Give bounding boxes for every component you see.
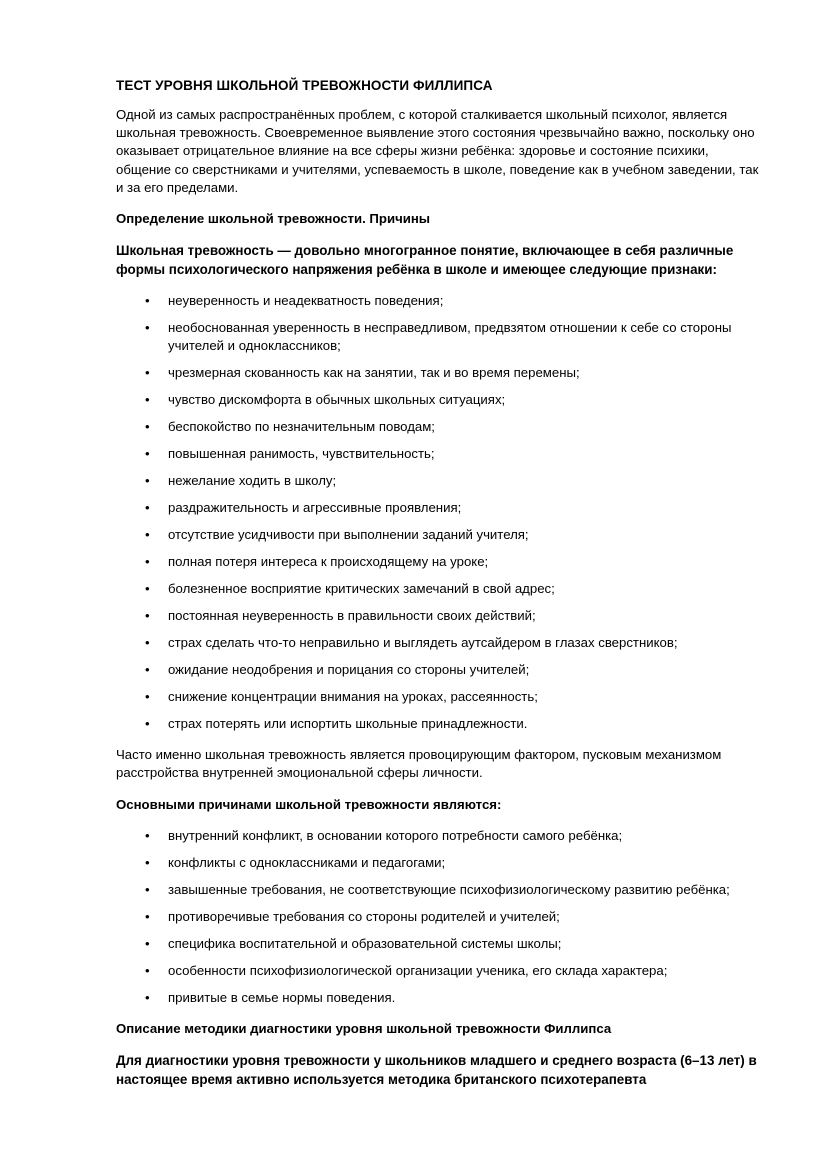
- list-item: [116, 634, 766, 652]
- bullet-icon: •: [145, 500, 150, 516]
- list-item-text: внутренний конфликт, в основании которого потребности самого ребёнка;: [168, 827, 623, 843]
- section-lead-definition: Школьная тревожность — довольно многогранное понятие, включающее в себя различные формы психологического напряжения ребёнка в школе и имеющее следующие признаки:: [116, 243, 734, 278]
- list-item-text: отсутствие усидчивости при выполнении заданий учителя;: [168, 527, 529, 543]
- section-heading-definition: Определение школьной тревожности. Причины: [116, 211, 431, 227]
- causes-list: [116, 827, 766, 1007]
- list-item-text: особенности психофизиологической организации ученика, его склада характера;: [168, 962, 668, 978]
- bullet-icon: •: [145, 989, 150, 1005]
- list-item: [116, 908, 766, 926]
- list-item-text: конфликты с одноклассниками и педагогами;: [168, 854, 446, 870]
- bullet-icon: •: [145, 689, 150, 705]
- list-item-text: чувство дискомфорта в обычных школьных ситуациях;: [168, 392, 506, 408]
- document-body: [116, 78, 766, 1089]
- list-item-text: чрезмерная скованность как на занятии, так и во время перемены;: [168, 365, 580, 381]
- list-item: [116, 445, 766, 463]
- list-item-text: завышенные требования, не соответствующие психофизиологическому развитию ребёнка;: [168, 881, 730, 897]
- bullet-icon: •: [145, 827, 150, 843]
- bullet-icon: •: [145, 854, 150, 870]
- bullet-icon: •: [145, 554, 150, 570]
- list-item-text: болезненное восприятие критических замечаний в свой адрес;: [168, 581, 555, 597]
- after-signs-paragraph: Часто именно школьная тревожность является провоцирующим фактором, пусковым механизмом расстройства внутренней эмоциональной сферы личности.: [116, 747, 722, 781]
- bullet-icon: •: [145, 881, 150, 897]
- list-item: [116, 688, 766, 706]
- section-heading-method: Описание методики диагностики уровня школьной тревожности Филлипса: [116, 1020, 612, 1036]
- bullet-icon: •: [145, 392, 150, 408]
- list-item-text: постоянная неуверенность в правильности своих действий;: [168, 608, 536, 624]
- page-title: ТЕСТ УРОВНЯ ШКОЛЬНОЙ ТРЕВОЖНОСТИ ФИЛЛИПСА: [116, 78, 493, 93]
- section-lead-method: Для диагностики уровня тревожности у школьников младшего и среднего возраста (6–13 лет) в настоящее время активно используется методика британского психотерапевта: [116, 1053, 757, 1088]
- list-item: [116, 292, 766, 310]
- list-item: [116, 418, 766, 436]
- bullet-icon: •: [145, 635, 150, 651]
- list-item-text: повышенная ранимость, чувствительность;: [168, 446, 435, 462]
- list-item: [116, 962, 766, 980]
- list-item: [116, 854, 766, 872]
- list-item-text: неуверенность и неадекватность поведения;: [168, 293, 444, 309]
- list-item-text: снижение концентрации внимания на уроках, рассеянность;: [168, 689, 538, 705]
- intro-paragraph: Одной из самых распространённых проблем, с которой сталкивается школьный психолог, является школьная тревожность. Своевременное выявление этого состояния чрезвычайно важно, поскольку оно оказывает отрицательное влияние на все сферы жизни ребёнка: здоровье и состояние психики, общение со сверстниками и учителями, успеваемость в школе, поведение как в учебном заведении, так и за его пределами.: [116, 107, 759, 195]
- list-item: [116, 715, 766, 733]
- bullet-icon: •: [145, 608, 150, 624]
- bullet-icon: •: [145, 419, 150, 435]
- list-item-text: противоречивые требования со стороны родителей и учителей;: [168, 908, 560, 924]
- signs-list: [116, 292, 766, 733]
- bullet-icon: •: [145, 662, 150, 678]
- list-item-text: нежелание ходить в школу;: [168, 473, 337, 489]
- list-item: [116, 526, 766, 544]
- list-item: [116, 881, 766, 899]
- bullet-icon: •: [145, 908, 150, 924]
- list-item-text: привитые в семье нормы поведения.: [168, 989, 396, 1005]
- bullet-icon: •: [145, 716, 150, 732]
- list-item-text: страх потерять или испортить школьные принадлежности.: [168, 716, 528, 732]
- bullet-icon: •: [145, 320, 150, 336]
- list-item: [116, 827, 766, 845]
- list-item: [116, 607, 766, 625]
- list-item: [116, 661, 766, 679]
- bullet-icon: •: [145, 581, 150, 597]
- list-item: [116, 364, 766, 382]
- bullet-icon: •: [145, 935, 150, 951]
- list-item-text: необоснованная уверенность в несправедливом, предвзятом отношении к себе со стороны учителей и одноклассников;: [168, 320, 732, 354]
- list-item: [116, 935, 766, 953]
- list-item-text: раздражительность и агрессивные проявления;: [168, 500, 462, 516]
- bullet-icon: •: [145, 293, 150, 309]
- list-item: [116, 499, 766, 517]
- list-item: [116, 989, 766, 1007]
- bullet-icon: •: [145, 962, 150, 978]
- bullet-icon: •: [145, 446, 150, 462]
- list-item: [116, 580, 766, 598]
- section-heading-causes: Основными причинами школьной тревожности являются:: [116, 796, 502, 812]
- bullet-icon: •: [145, 473, 150, 489]
- list-item: [116, 319, 766, 355]
- list-item-text: специфика воспитательной и образовательной системы школы;: [168, 935, 562, 951]
- bullet-icon: •: [145, 365, 150, 381]
- list-item: [116, 472, 766, 490]
- bullet-icon: •: [145, 527, 150, 543]
- list-item: [116, 553, 766, 571]
- list-item: [116, 391, 766, 409]
- list-item-text: полная потеря интереса к происходящему на уроке;: [168, 554, 489, 570]
- list-item-text: беспокойство по незначительным поводам;: [168, 419, 435, 435]
- list-item-text: ожидание неодобрения и порицания со стороны учителей;: [168, 662, 530, 678]
- list-item-text: страх сделать что-то неправильно и выглядеть аутсайдером в глазах сверстников;: [168, 635, 678, 651]
